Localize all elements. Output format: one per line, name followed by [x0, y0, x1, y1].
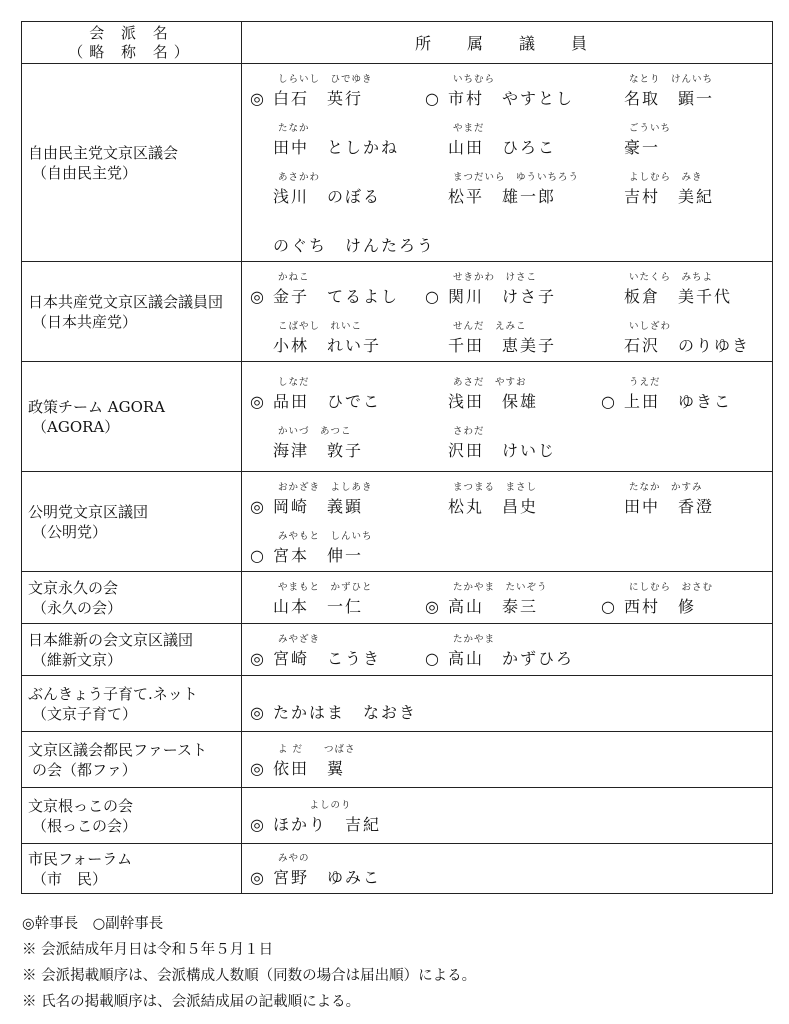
faction-abbreviation: （文京子育て）: [32, 704, 138, 723]
member-name-line: [250, 756, 345, 779]
faction-name-cell: [22, 362, 242, 472]
member-name-reading: よしのり: [278, 800, 352, 811]
faction-name: 文京区議会都民ファースト: [28, 740, 207, 759]
member-name-line: [250, 700, 417, 723]
member-name-reading: たかやま: [453, 634, 496, 645]
member-name: 宮本 伸一: [273, 545, 364, 565]
member-name: 市村 やすとし: [448, 88, 575, 108]
member-name-reading: よしむら みき: [629, 171, 703, 183]
member-name-line: [425, 184, 556, 207]
note-name-order: ※ 氏名の掲載順序は、会派結成届の記載順による。: [22, 994, 361, 1010]
member-name-line: [601, 389, 732, 412]
faction-members-cell: [242, 676, 773, 732]
faction-members-cell: [242, 472, 773, 572]
member-name-reading: にしむら おさむ: [629, 582, 714, 593]
faction-name: 政策チーム AGORA: [28, 397, 166, 416]
member-name-line: [425, 333, 556, 356]
faction-name: 文京永久の会: [28, 578, 119, 597]
member-name-reading: おかざき よしあき: [278, 481, 373, 493]
member-name-line: [425, 646, 574, 669]
member-name-line: [601, 494, 714, 517]
member-name: 宮野 ゆみこ: [273, 868, 382, 887]
faction-row: [22, 262, 773, 362]
member-name-reading: いたくら みちよ: [629, 271, 714, 283]
member-name-reading: みやの: [278, 853, 310, 864]
member-name-reading: うえだ: [629, 376, 661, 388]
member-name: のぐち けんたろう: [273, 235, 436, 255]
faction-row: [22, 676, 773, 732]
member-name-reading: よ だ つばさ: [278, 744, 356, 755]
member-line: [242, 522, 772, 571]
member-name-reading: かねこ: [278, 271, 310, 283]
member-name: 田中 香澄: [624, 496, 715, 516]
faction-name-header: [22, 22, 242, 64]
member-name: 西村 修: [624, 597, 697, 616]
member-name-reading: いちむら: [453, 73, 496, 85]
member-name-reading: しらいし ひでゆき: [278, 73, 373, 85]
member-name-line: [250, 389, 381, 412]
member-name-reading: まつまる まさし: [453, 481, 538, 493]
secretary-general-mark: ◎: [250, 88, 264, 108]
faction-row: [22, 624, 773, 676]
member-name: 板倉 美千代: [624, 286, 733, 306]
faction-name-cell: [22, 624, 242, 676]
member-name-line: [250, 284, 399, 307]
member-line: [242, 735, 772, 784]
faction-abbreviation: （維新文京）: [32, 650, 123, 669]
member-name-reading: やまだ: [453, 122, 485, 134]
faction-members-cell: [242, 64, 773, 262]
member-name: 石沢 のりゆき: [624, 335, 751, 355]
member-name: 依田 翼: [273, 759, 346, 778]
faction-name-cell: [22, 64, 242, 262]
faction-row: [22, 572, 773, 624]
member-name-reading: せきかわ けさこ: [453, 271, 538, 283]
faction-abbreviation: （自由民主党）: [32, 163, 138, 182]
faction-name-cell: [22, 572, 242, 624]
secretary-general-mark: ◎: [425, 597, 439, 616]
note-formation-date: ※ 会派結成年月日は令和５年５月１日: [22, 942, 274, 958]
member-name-line: [425, 284, 556, 307]
deputy-secretary-mark: ○: [601, 391, 615, 411]
member-line: [242, 163, 772, 212]
member-name-reading: やまもと かずひと: [278, 582, 373, 593]
faction-members-cell: [242, 788, 773, 844]
member-name: 名取 顕一: [624, 88, 715, 108]
member-name-line: [425, 594, 538, 617]
member-name: 田中 としかね: [273, 137, 400, 157]
member-name-line: [250, 812, 381, 835]
member-name-line: [425, 389, 538, 412]
member-name-line: [250, 594, 363, 617]
deputy-secretary-mark: ○: [425, 88, 439, 108]
member-name-line: [250, 184, 381, 207]
faction-name-header-line2: （略 称 名）: [68, 42, 195, 61]
faction-name: 自由民主党文京区議会: [28, 143, 179, 162]
member-line: [242, 844, 772, 893]
member-name: たかはま なおき: [273, 703, 418, 722]
member-name: 沢田 けいじ: [448, 440, 557, 460]
member-name-reading: こばやし れいこ: [278, 320, 363, 332]
notes: [22, 911, 772, 1015]
member-name-line: [250, 135, 399, 158]
member-name-reading: たかやま たいぞう: [453, 582, 548, 593]
faction-row: [22, 64, 773, 262]
faction-name: 文京根っこの会: [28, 796, 134, 815]
member-name-line: [250, 233, 435, 256]
member-name: 山田 ひろこ: [448, 137, 557, 157]
members-header-label: 所属議員: [415, 34, 624, 53]
faction-abbreviation: （AGORA）: [32, 417, 120, 436]
member-name-reading: あさだ やすお: [453, 376, 527, 388]
member-name-line: [425, 86, 574, 109]
member-name-reading: みやもと しんいち: [278, 530, 373, 542]
member-name-line: [250, 86, 363, 109]
member-name-reading: せんだ えみこ: [453, 320, 527, 332]
member-name: 浅田 保雄: [448, 391, 539, 411]
member-name-reading: なとり けんいち: [629, 73, 714, 85]
member-name-line: [250, 438, 363, 461]
member-name-reading: たなか かすみ: [629, 481, 703, 493]
member-line: [242, 312, 772, 361]
member-line: [242, 791, 772, 840]
member-name-line: [601, 135, 660, 158]
member-name-line: [425, 494, 538, 517]
member-name-line: [250, 865, 381, 888]
secretary-general-mark: ◎: [250, 496, 264, 516]
faction-name-cell: [22, 732, 242, 788]
member-name-reading: かいづ あつこ: [278, 425, 352, 437]
member-name-line: [601, 594, 696, 617]
deputy-secretary-mark: ○: [250, 545, 264, 565]
member-name: 吉村 美紀: [624, 186, 715, 206]
faction-members-cell: [242, 844, 773, 894]
faction-row: [22, 472, 773, 572]
member-name: 海津 敦子: [273, 440, 364, 460]
faction-name-header-line1: 会 派 名: [89, 23, 174, 42]
secretary-general-mark: ◎: [250, 391, 264, 411]
member-name: 浅川 のぼる: [273, 186, 382, 206]
secretary-general-mark: ◎: [250, 759, 264, 778]
secretary-general-mark: ◎: [250, 649, 264, 668]
member-line: [242, 263, 772, 312]
member-name-line: [601, 86, 714, 109]
member-name-line: [250, 646, 381, 669]
member-name: 千田 恵美子: [448, 335, 557, 355]
member-line: [242, 114, 772, 163]
deputy-secretary-mark: ○: [425, 649, 439, 668]
deputy-secretary-mark: ○: [425, 286, 439, 306]
member-line: [242, 573, 772, 622]
faction-row: [22, 788, 773, 844]
member-name: 岡崎 義顕: [273, 496, 364, 516]
member-name: 小林 れい子: [273, 335, 382, 355]
faction-members-cell: [242, 362, 773, 472]
deputy-secretary-mark: ○: [601, 597, 615, 616]
secretary-general-mark: ◎: [250, 815, 264, 834]
secretary-general-mark: ◎: [250, 703, 264, 722]
member-name-reading: しなだ: [278, 376, 310, 388]
member-name: 宮崎 こうき: [273, 649, 382, 668]
faction-row: [22, 362, 773, 472]
member-name-line: [250, 333, 381, 356]
faction-name-cell: [22, 472, 242, 572]
faction-abbreviation: （市 民）: [32, 869, 108, 888]
members-header: [242, 22, 773, 64]
note-faction-order: ※ 会派掲載順序は、会派構成人数順（同数の場合は届出順）による。: [22, 968, 477, 984]
faction-name-cell: [22, 788, 242, 844]
faction-abbreviation: （公明党）: [32, 522, 108, 541]
faction-abbreviation: （永久の会）: [32, 598, 123, 617]
faction-name: 公明党文京区議団: [28, 502, 149, 521]
member-name: 白石 英行: [273, 88, 364, 108]
member-name: 関川 けさ子: [448, 286, 557, 306]
member-name: 山本 一仁: [273, 597, 364, 616]
faction-name: 日本共産党文京区議会議員団: [28, 292, 224, 311]
member-name-reading: みやざき: [278, 634, 321, 645]
faction-members-cell: [242, 572, 773, 624]
faction-members-cell: [242, 262, 773, 362]
member-name-reading: さわだ: [453, 425, 485, 437]
faction-name-cell: [22, 844, 242, 894]
faction-members-cell: [242, 624, 773, 676]
member-name: 高山 泰三: [448, 597, 539, 616]
faction-abbreviation: の会（都ファ）: [32, 760, 137, 779]
faction-members-cell: [242, 732, 773, 788]
member-name-reading: あさかわ: [278, 171, 321, 183]
member-name-reading: ごういち: [629, 122, 672, 134]
faction-abbreviation: （根っこの会）: [32, 816, 138, 835]
member-name-line: [425, 438, 556, 461]
member-name-line: [601, 333, 750, 356]
member-line: [242, 212, 772, 261]
faction-name: 市民フォーラム: [28, 849, 133, 868]
note-legend: ◎幹事長 ○副幹事長: [22, 916, 164, 932]
member-line: [242, 625, 772, 674]
member-name-line: [250, 494, 363, 517]
member-line: [242, 417, 772, 466]
faction-name: ぶんきょう子育て.ネット: [28, 684, 198, 703]
member-line: [242, 473, 772, 522]
member-name-line: [425, 135, 556, 158]
member-name: 上田 ゆきこ: [624, 391, 733, 411]
faction-table: [21, 21, 773, 894]
secretary-general-mark: ◎: [250, 286, 264, 306]
member-name-reading: いしざわ: [629, 320, 672, 332]
member-line: [242, 65, 772, 114]
faction-row: [22, 732, 773, 788]
member-name: ほかり 吉紀: [273, 815, 382, 834]
faction-name: 日本維新の会文京区議団: [28, 630, 194, 649]
faction-row: [22, 844, 773, 894]
member-line: [242, 368, 772, 417]
table-header-row: [22, 22, 773, 64]
member-name-line: [601, 184, 714, 207]
member-name-line: [601, 284, 732, 307]
faction-abbreviation: （日本共産党）: [32, 312, 138, 331]
secretary-general-mark: ◎: [250, 868, 264, 887]
member-name: 松丸 昌史: [448, 496, 539, 516]
faction-name-cell: [22, 676, 242, 732]
member-name: 金子 てるよし: [273, 286, 400, 306]
member-name-line: [250, 543, 363, 566]
member-line: [242, 679, 772, 728]
member-name: 松平 雄一郎: [448, 186, 557, 206]
member-name: 豪一: [624, 137, 661, 157]
member-name-reading: たなか: [278, 122, 310, 134]
member-name-reading: まつだいら ゆういちろう: [453, 171, 580, 183]
member-name: 高山 かずひろ: [448, 649, 575, 668]
faction-name-cell: [22, 262, 242, 362]
faction-rows: [22, 64, 773, 894]
member-name: 品田 ひでこ: [273, 391, 382, 411]
